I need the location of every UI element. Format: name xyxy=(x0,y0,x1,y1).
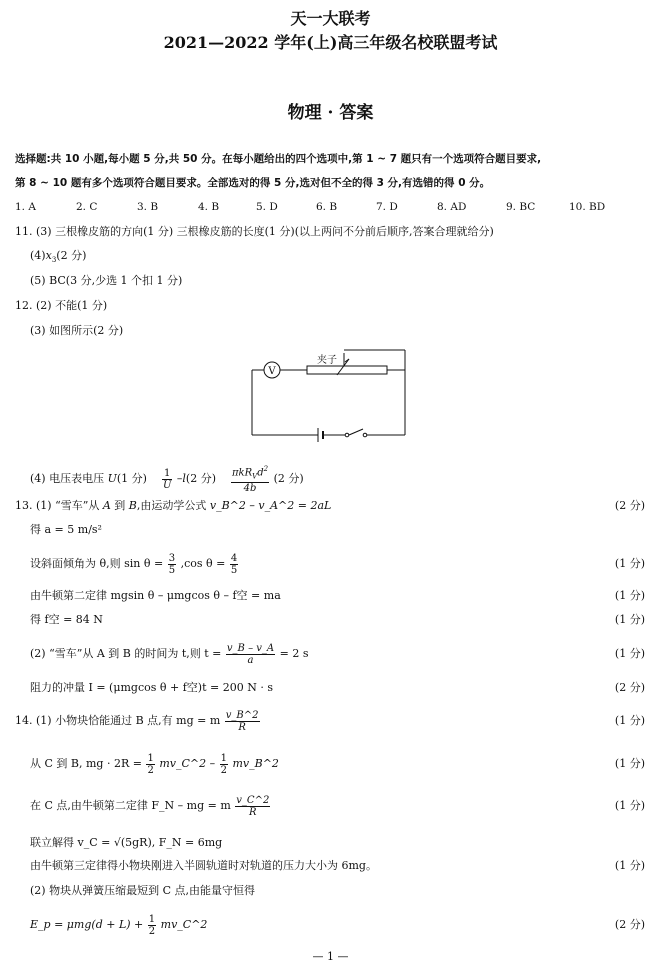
q13-l1-to: 到 xyxy=(114,499,126,512)
mc-answer-10: 10. BD xyxy=(569,201,606,213)
q14-l7-pts: (2 分) xyxy=(614,918,645,931)
q13-frac-cos xyxy=(230,553,238,576)
mc-answer-9: 9. BC xyxy=(506,201,536,213)
q13-frac-cos-num: 4 xyxy=(230,552,238,564)
q13-l1-pre: 13. (1) “雪车”从 xyxy=(15,499,100,512)
q13-frac-sin-num: 3 xyxy=(168,552,176,564)
q13-line-1 xyxy=(15,499,331,513)
q13-point-B: B xyxy=(128,499,137,512)
q14-line-5: 由牛顿第三定律得小物块刚进入半圆轨道时对轨道的压力大小为 6mg。 xyxy=(30,859,377,872)
q13-line-2: 得 a = 5 m/s² xyxy=(30,523,102,536)
q14-frac-2a-num: 1 xyxy=(147,752,154,764)
q14-l7-post: mv_C^2 xyxy=(160,918,208,931)
q13-frac-cos-den: 5 xyxy=(230,564,238,576)
q12-minus: – xyxy=(176,472,183,486)
mc-answer-8: 8. AD xyxy=(437,201,467,213)
q12-part4 xyxy=(30,464,304,494)
org-title: 天一大联考 xyxy=(290,9,371,28)
q14-l5-pts: (1 分) xyxy=(614,859,645,872)
q14-l2-pts: (1 分) xyxy=(614,757,645,770)
clip-label: 夹子 xyxy=(317,355,337,366)
exam-title: 2021—2022 学年(上)高三年级名校联盟考试 xyxy=(163,33,498,52)
q14-l2-term-1: mv_C^2 – xyxy=(159,757,216,770)
q14-frac-7 xyxy=(148,914,156,937)
q12-var-U: U xyxy=(107,472,117,486)
q12-frac-2-num-exp: 2 xyxy=(263,465,269,473)
q12-frac-1-num: 1 xyxy=(162,468,172,480)
q11-part4 xyxy=(30,249,86,267)
q14-l3-pre: 在 C 点,由牛顿第二定律 F_N – mg = m xyxy=(30,799,231,812)
q11-var-sub: 3 xyxy=(51,256,57,265)
q13-frac-time xyxy=(226,643,275,666)
q13-line-5: 得 f空 = 84 N xyxy=(30,613,103,626)
circuit-diagram xyxy=(245,345,415,445)
q12-frac-2-num-d: d xyxy=(257,467,264,479)
q13-kinematics-formula: v_B^2 – v_A^2 = 2aL xyxy=(209,499,332,512)
subject-title: 物理 · 答案 xyxy=(287,103,374,123)
q13-l1-post: ,由运动学公式 xyxy=(136,499,207,512)
q12-var-l: l xyxy=(182,472,186,486)
q13-l1-pts: (2 分) xyxy=(614,499,645,512)
q14-line-1 xyxy=(15,708,261,734)
q11-part4-label: (4) xyxy=(30,249,46,262)
q14-l7-pre: E_p = μmg(d + L) + xyxy=(30,918,144,931)
q13-point-A: A xyxy=(102,499,111,512)
q14-frac-1-num: v_B^2 xyxy=(225,709,259,721)
q13-l6-pts: (1 分) xyxy=(614,647,645,660)
q12-frac-2-num-a: πkR xyxy=(231,467,253,479)
q14-frac-1 xyxy=(225,710,260,733)
q12-frac-2-num-sub: V xyxy=(252,472,258,481)
q11-part4-pts: (2 分) xyxy=(56,249,87,262)
q12-frac-1-den: U xyxy=(162,479,172,491)
intro-line-2: 第 8 ~ 10 题有多个选项符合题目要求。全部选对的得 5 分,选对但不全的得 3 分,有选错的得 0 分。 xyxy=(15,177,491,189)
q13-l6-pre: (2) “雪车”从 A 到 B 的时间为 t,则 t = xyxy=(30,647,222,660)
q14-l1-pts: (1 分) xyxy=(614,714,645,727)
q13-frac-time-num: v_B – v_A xyxy=(226,642,275,654)
q13-l7-pts: (2 分) xyxy=(614,681,645,694)
q13-frac-sin xyxy=(168,553,176,576)
q13-l5-pts: (1 分) xyxy=(614,613,645,626)
q14-l3-pts: (1 分) xyxy=(614,799,645,812)
q14-frac-2b-den: 2 xyxy=(220,764,227,776)
q14-frac-3-den: R xyxy=(249,806,257,818)
q12-part2: 12. (2) 不能(1 分) xyxy=(15,299,108,312)
q13-l3-pre: 设斜面倾角为 θ,则 sin θ = xyxy=(30,557,164,570)
q14-frac-2a xyxy=(146,753,154,776)
q12-frac-1 xyxy=(162,468,172,491)
q14-line-2 xyxy=(30,751,279,777)
q14-frac-2b-num: 1 xyxy=(220,752,227,764)
q13-l6-post: = 2 s xyxy=(279,647,309,660)
q11-part3: 11. (3) 三根橡皮筋的方向(1 分) 三根橡皮筋的长度(1 分)(以上两问不分前后顺序,答案合理就给分) xyxy=(15,225,494,238)
q13-line-6 xyxy=(30,641,308,667)
q14-l1-pre: 14. (1) 小物块恰能通过 B 点,有 mg = m xyxy=(15,714,221,727)
q13-l3-pts: (1 分) xyxy=(614,557,645,570)
q12-pts-1: (1 分) xyxy=(116,472,147,486)
q14-l2-term-2: mv_B^2 xyxy=(232,757,279,770)
q14-line-4: 联立解得 v_C = √(5gR), F_N = 6mg xyxy=(30,836,223,849)
q11-var-x: x xyxy=(45,249,52,262)
q12-pts-3: (2 分) xyxy=(273,472,304,486)
mc-answer-7: 7. D xyxy=(376,201,398,213)
q12-part4-label: (4) 电压表电压 xyxy=(30,472,105,486)
mc-answer-5: 5. D xyxy=(256,201,278,213)
mc-answer-1: 1. A xyxy=(15,201,36,213)
q13-l3-mid: ,cos θ = xyxy=(180,557,226,570)
intro-line-1: 选择题:共 10 小题,每小题 5 分,共 50 分。在每小题给出的四个选项中,第 1 ~ 7 题只有一个选项符合题目要求, xyxy=(15,153,542,165)
q14-frac-2b xyxy=(220,753,228,776)
q13-line-7: 阻力的冲量 I = (μmgcos θ + f空)t = 200 N · s xyxy=(30,681,273,694)
q14-frac-3 xyxy=(235,795,270,818)
q13-line-3 xyxy=(30,552,239,576)
q14-frac-3-num: v_C^2 xyxy=(236,794,270,806)
q14-frac-2a-den: 2 xyxy=(147,764,154,776)
mc-answer-2: 2. C xyxy=(76,201,98,213)
q14-frac-1-den: R xyxy=(238,721,246,733)
mc-answer-4: 4. B xyxy=(198,201,220,213)
q12-part3: (3) 如图所示(2 分) xyxy=(30,324,124,337)
q13-line-4: 由牛顿第二定律 mgsin θ – μmgcos θ – f空 = ma xyxy=(30,589,281,602)
q14-line-7 xyxy=(30,912,207,938)
q12-frac-2-den: 4b xyxy=(243,483,257,495)
mc-answer-3: 3. B xyxy=(137,201,159,213)
page-number: — 1 — xyxy=(312,950,349,963)
q14-line-3 xyxy=(30,793,271,819)
q12-frac-2 xyxy=(231,464,269,494)
q13-frac-sin-den: 5 xyxy=(168,564,176,576)
q14-l2-pre: 从 C 到 B, mg · 2R = xyxy=(30,757,142,770)
mc-answer-6: 6. B xyxy=(316,201,338,213)
voltmeter-label: V xyxy=(268,366,276,377)
q12-frac-2-num xyxy=(231,464,269,483)
q12-pts-2: (2 分) xyxy=(185,472,216,486)
q13-frac-time-den: a xyxy=(247,654,254,666)
q14-frac-7-den: 2 xyxy=(148,925,156,937)
q11-part5: (5) BC(3 分,少选 1 个扣 1 分) xyxy=(30,274,183,287)
q14-frac-7-num: 1 xyxy=(148,913,156,925)
q13-l4-pts: (1 分) xyxy=(614,589,645,602)
q14-line-6: (2) 物块从弹簧压缩最短到 C 点,由能量守恒得 xyxy=(30,884,255,897)
